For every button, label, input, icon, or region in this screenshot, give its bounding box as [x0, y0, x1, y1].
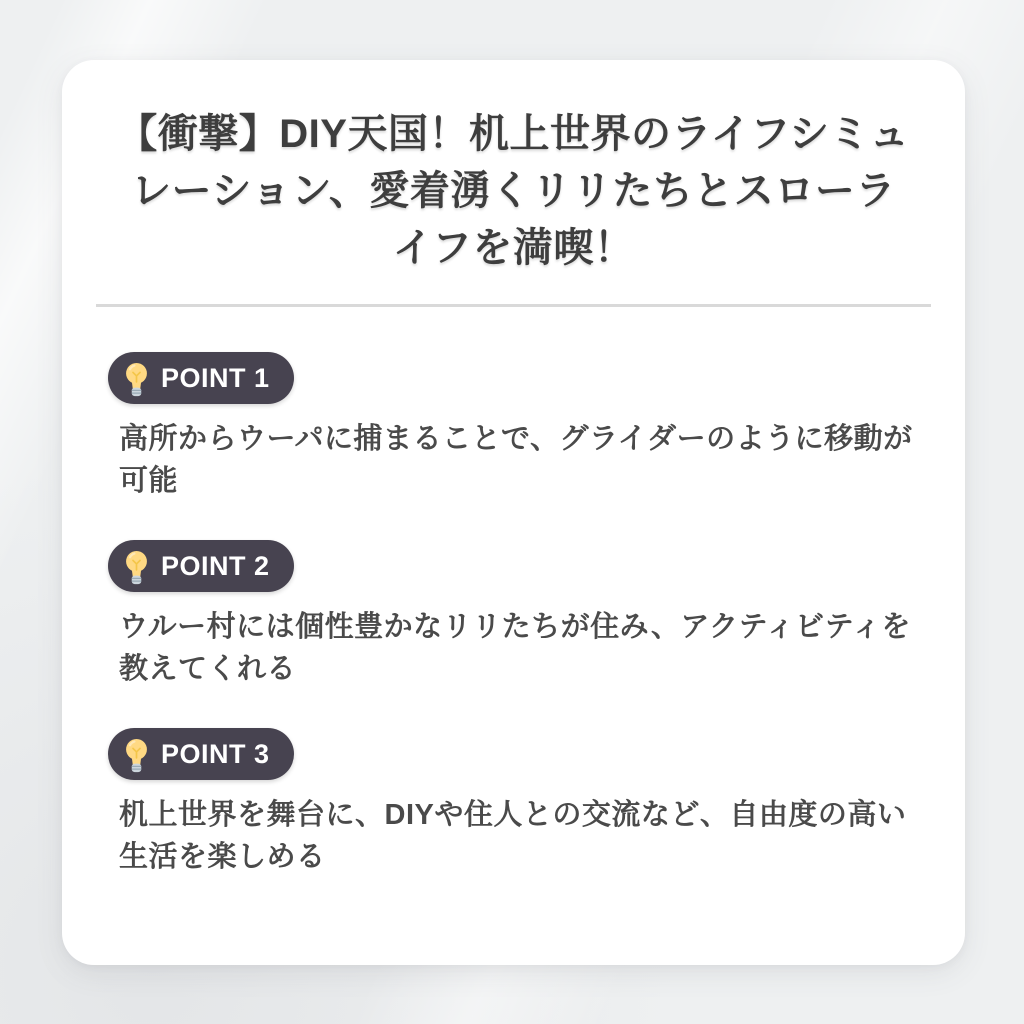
point-badge-3 — [108, 728, 294, 780]
point-badge-label: POINT 1 — [161, 362, 270, 393]
lightbulb-icon — [121, 550, 152, 586]
point-badge-1 — [108, 352, 294, 404]
divider — [96, 304, 931, 307]
lightbulb-icon — [121, 738, 152, 774]
point-section-2 — [96, 540, 931, 690]
point-section-1 — [96, 352, 931, 502]
summary-card — [62, 60, 965, 965]
point-text: 机上世界を舞台に、DIYや住人との交流など、自由度の高い生活を楽しめる — [119, 799, 907, 873]
point-badge-label: POINT 3 — [161, 738, 270, 769]
point-text: 高所からウーパに捕まることで、グライダーのように移動が可能 — [119, 423, 913, 497]
page-title: 【衝撃】DIY天国！机上世界のライフシミュレーション、愛着湧くリリたちとスローライフを満喫！ — [117, 112, 910, 270]
point-section-3 — [96, 728, 931, 878]
point-badge-2 — [108, 540, 294, 592]
lightbulb-icon — [121, 362, 152, 398]
point-badge-label: POINT 2 — [161, 550, 270, 581]
point-text: ウルー村には個性豊かなリリたちが住み、アクティビティを教えてくれる — [119, 611, 911, 685]
